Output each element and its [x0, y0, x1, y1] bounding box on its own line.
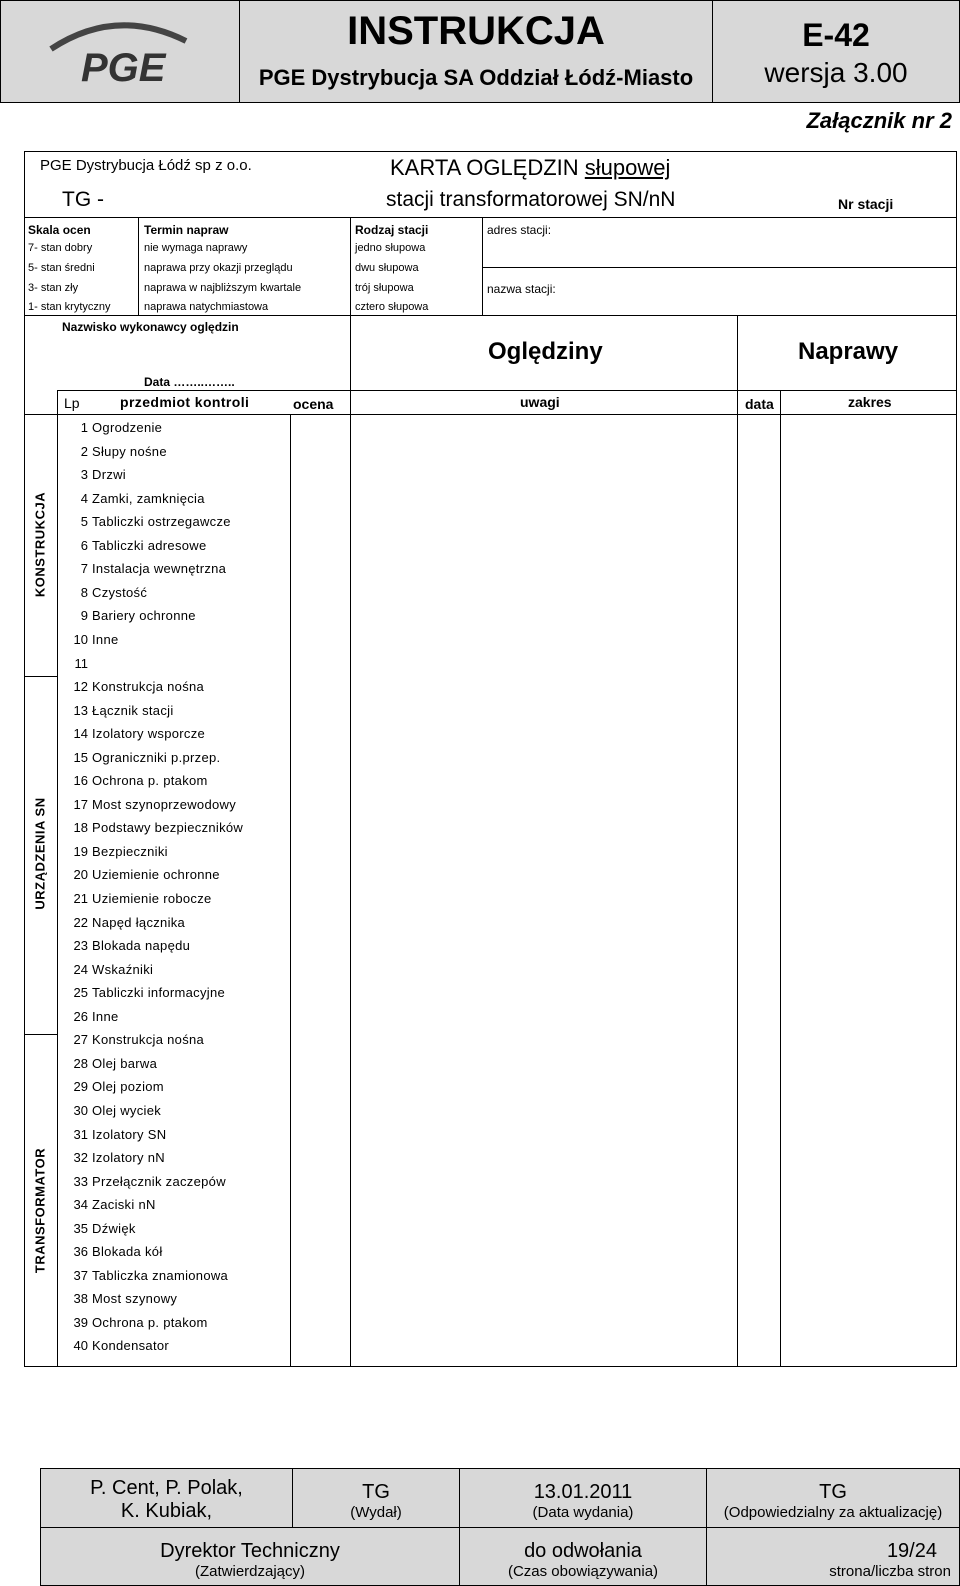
row-subject: Dźwięk [92, 1220, 136, 1236]
colheader-bottom-line [24, 414, 957, 415]
repair-item: naprawa przy okazji przeglądu [144, 262, 293, 274]
col-item: przedmiot kontroli [120, 394, 250, 410]
row-subject: Słupy nośne [92, 443, 167, 459]
row-number: 1 [80, 420, 88, 435]
row-number: 7 [80, 561, 88, 577]
validity-value: do odwołania [524, 1540, 642, 1562]
row-number: 21 [73, 891, 88, 906]
date-col-border [780, 390, 781, 1367]
version-box [712, 0, 960, 103]
colheader-top-line [57, 390, 957, 391]
row-subject: Olej barwa [92, 1055, 158, 1071]
row-number: 8 [80, 584, 88, 600]
page-title: INSTRUKCJA [347, 9, 605, 53]
approver-value: Dyrektor Techniczny [160, 1540, 340, 1562]
legend-top-line [24, 217, 957, 218]
row-subject: Tabliczka znamionowa [92, 1267, 229, 1283]
row-number: 10 [73, 631, 88, 647]
row-subject: Ochrona p. ptakom [92, 1314, 208, 1330]
document-version: wersja 3.00 [764, 57, 908, 88]
row-number: 17 [73, 796, 88, 812]
card-subtitle: stacji transformatorowej SN/nN [386, 188, 676, 211]
row-subject: Blokada napędu [92, 938, 191, 954]
svg-text:PGE: PGE [81, 46, 166, 90]
row-number: 3 [80, 467, 88, 483]
row-number: 20 [73, 867, 88, 883]
row-number: 29 [73, 1079, 88, 1095]
responsible-value: TG [819, 1481, 847, 1503]
page-subtitle: PGE Dystrybucja SA Oddział Łódź-Miasto [258, 65, 694, 90]
row-subject: Podstawy bezpieczników [92, 820, 244, 836]
footer-authors [40, 1468, 293, 1528]
tg-label: TG - [62, 188, 104, 211]
row-number: 33 [73, 1173, 88, 1189]
row-number: 12 [73, 679, 88, 695]
row-subject: Napęd łącznika [92, 914, 186, 930]
page-number-label: strona/liczba stron [829, 1563, 951, 1580]
issue-date-value: 13.01.2011 [533, 1481, 633, 1503]
row-number: 25 [73, 985, 88, 1001]
row-number: 24 [73, 961, 88, 977]
pge-logo-icon [21, 11, 221, 91]
row-number: 4 [80, 490, 88, 506]
row-number: 13 [73, 702, 88, 718]
row-subject: Izolatory wsporcze [92, 726, 206, 742]
row-subject: Tabliczki ostrzegawcze [92, 514, 231, 530]
row-number: 34 [73, 1197, 88, 1213]
scale-item: 7- stan dobry [28, 242, 93, 254]
row-number: 5 [80, 514, 88, 530]
row-number: 32 [73, 1150, 88, 1166]
authors-line-1: P. Cent, P. Polak, [90, 1477, 243, 1499]
validity-label: (Czas obowiązywania) [507, 1563, 659, 1580]
card-title [390, 155, 670, 181]
row-number: 30 [73, 1102, 88, 1118]
row-subject: Wskaźniki [92, 961, 154, 977]
row-subject: Konstrukcja nośna [92, 679, 205, 695]
row-number: 35 [73, 1220, 88, 1236]
row-number: 11 [74, 655, 88, 671]
row-subject: Inne [92, 631, 119, 647]
issued-label: (Wydał) [350, 1504, 402, 1521]
nr-stacji-label: Nr stacji [838, 196, 894, 212]
legend-bottom-line [24, 315, 957, 316]
row-subject: Tabliczki adresowe [92, 537, 207, 553]
row-subject: Ograniczniki p.przep. [92, 749, 221, 765]
section-sep-2 [24, 1034, 57, 1035]
item-col-border [290, 414, 291, 1367]
row-subject: Most szynoprzewodowy [92, 796, 236, 812]
card-title-underlined: słupowej [584, 155, 671, 180]
legend-sep-2 [350, 217, 351, 315]
row-subject: Konstrukcja nośna [92, 1032, 205, 1048]
row-subject: Inne [92, 1008, 119, 1024]
type-item: trój słupowa [355, 282, 414, 294]
row-number: 15 [73, 749, 88, 765]
footer-responsible [706, 1468, 960, 1528]
row-subject: Kondensator [92, 1338, 170, 1354]
row-subject: Olej wyciek [92, 1102, 162, 1118]
responsible-label: (Odpowiedzialny za aktualizację) [723, 1504, 943, 1521]
section-urzadzenia-sn: URZĄDZENIA SN [32, 797, 48, 910]
row-number: 39 [73, 1314, 88, 1330]
legend-sep-4 [482, 267, 957, 268]
type-header: Rodzaj stacji [355, 223, 429, 237]
row-number: 14 [73, 726, 88, 742]
row-number: 28 [73, 1055, 88, 1071]
col-rating: ocena [293, 396, 334, 412]
ogledziny-heading: Oględziny [488, 338, 603, 365]
row-subject: Uziemienie ochronne [92, 867, 220, 883]
footer-approver [40, 1527, 460, 1586]
company-name: PGE Dystrybucja Łódź sp z o.o. [40, 157, 252, 174]
row-number: 16 [73, 773, 88, 789]
row-subject: Blokada kół [92, 1244, 163, 1260]
row-number: 27 [73, 1032, 88, 1048]
col-date: data [745, 396, 774, 412]
row-subject: Bezpieczniki [92, 843, 168, 859]
repair-header: Termin napraw [144, 223, 229, 237]
issue-date-label: (Data wydania) [532, 1504, 634, 1521]
col-scope: zakres [848, 394, 892, 410]
authors-line-2: K. Kubiak, [120, 1500, 213, 1522]
type-item: jedno słupowa [355, 242, 426, 254]
row-subject: Przełącznik zaczepów [92, 1173, 226, 1189]
logo-box [0, 0, 240, 103]
section-konstrukcja: KONSTRUKCJA [32, 491, 48, 598]
row-number: 40 [73, 1338, 88, 1354]
scale-item: 1- stan krytyczny [28, 301, 111, 313]
ogledziny-left-border [350, 315, 351, 1367]
station-name-label: nazwa stacji: [487, 282, 556, 296]
row-number: 26 [73, 1008, 88, 1024]
naprawy-heading: Naprawy [798, 338, 899, 365]
row-number: 36 [73, 1244, 88, 1260]
type-item: cztero słupowa [355, 301, 429, 313]
approver-label: (Zatwierdzający) [194, 1563, 306, 1580]
address-label: adres stacji: [487, 223, 552, 237]
legend-sep-1 [138, 217, 139, 315]
row-subject: Zamki, zamknięcia [92, 490, 205, 506]
repair-item: nie wymaga naprawy [144, 242, 248, 254]
row-number: 22 [73, 914, 88, 930]
scale-header: Skala ocen [28, 223, 91, 237]
col-lp: Lp [64, 395, 80, 411]
row-subject: Izolatory nN [92, 1150, 165, 1166]
row-subject: Łącznik stacji [92, 702, 174, 718]
attachment-label: Załącznik nr 2 [806, 108, 952, 133]
row-number: 6 [80, 537, 88, 553]
row-subject: Bariery ochronne [92, 608, 196, 624]
type-item: dwu słupowa [355, 262, 419, 274]
document-code: E-42 [802, 17, 870, 53]
footer-page [706, 1527, 960, 1586]
col-notes: uwagi [520, 394, 560, 410]
row-subject: Uziemienie robocze [92, 891, 212, 906]
row-subject: Olej poziom [92, 1079, 164, 1095]
page-number: 19/24 [886, 1540, 937, 1562]
row-subject: Tabliczki informacyjne [92, 985, 226, 1001]
row-number: 31 [73, 1126, 88, 1142]
footer-issued [292, 1468, 460, 1528]
scale-item: 3- stan zły [28, 282, 79, 294]
card-title-prefix: KARTA OGLĘDZIN [390, 155, 585, 180]
row-subject: Czystość [92, 584, 148, 600]
scale-item: 5- stan średni [28, 262, 95, 274]
date-label[interactable]: Data ……..…….. [144, 375, 235, 389]
row-subject: Ochrona p. ptakom [92, 773, 208, 789]
issued-value: TG [362, 1481, 390, 1503]
row-subject: Instalacja wewnętrzna [92, 561, 227, 577]
row-subject: Zaciski nN [92, 1197, 156, 1213]
row-number: 23 [73, 938, 88, 954]
row-number: 9 [80, 608, 88, 624]
section-sep-1 [24, 676, 57, 677]
repair-item: naprawa w najbliższym kwartale [144, 282, 302, 294]
row-subject: Drzwi [92, 467, 126, 483]
repair-item: naprawa natychmiastowa [144, 301, 269, 313]
section-transformator: TRANSFORMATOR [32, 1147, 48, 1274]
row-subject: Izolatory SN [92, 1126, 167, 1142]
footer-validity [459, 1527, 707, 1586]
row-number: 19 [73, 843, 88, 859]
row-number: 2 [80, 443, 88, 459]
row-number: 18 [73, 820, 88, 836]
row-subject: Most szynowy [92, 1291, 178, 1307]
inspector-label[interactable]: Nazwisko wykonawcy oględzin [62, 320, 239, 334]
row-number: 37 [73, 1267, 88, 1283]
row-number: 38 [73, 1291, 88, 1307]
row-subject: Ogrodzenie [92, 420, 163, 435]
footer-date [459, 1468, 707, 1528]
title-box [239, 0, 713, 103]
naprawy-left-border [737, 315, 738, 1367]
legend-sep-3 [482, 217, 483, 315]
